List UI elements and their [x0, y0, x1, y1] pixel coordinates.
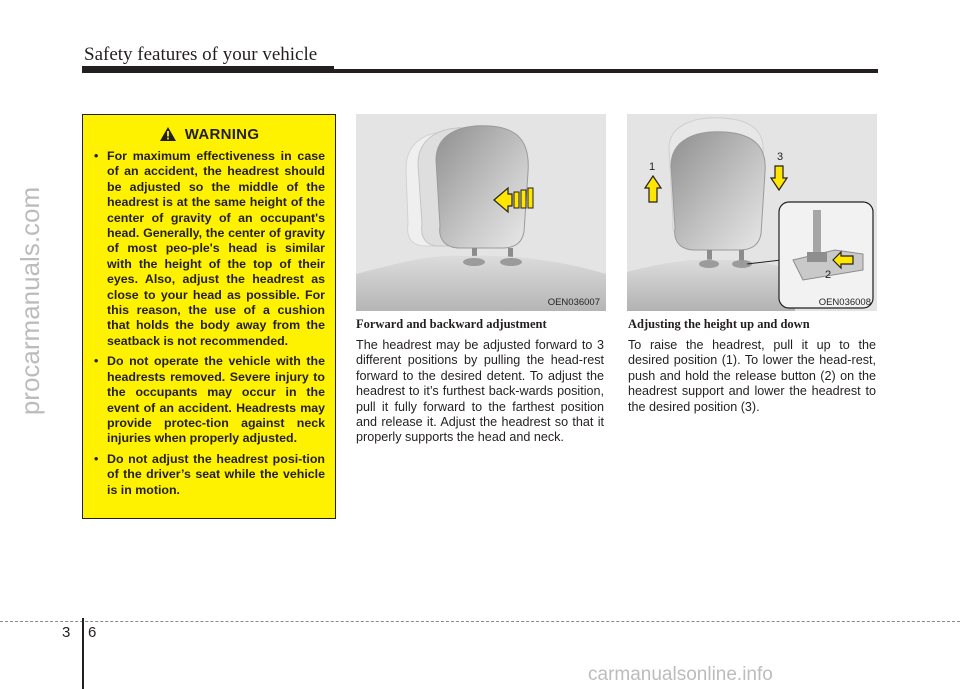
section-heading: Adjusting the height up and down	[628, 317, 810, 331]
footer-dashed-rule	[0, 621, 960, 622]
figure-code: OEN036008	[818, 297, 871, 308]
section-forward-backward	[356, 316, 604, 446]
warning-header	[93, 123, 325, 145]
section-body: To raise the headrest, pull it up to the desired position (1). To lower the head-rest, push and hold the release button (2) on the headrest support and lower the headrest to the desired position (3).	[628, 338, 876, 414]
section-heading: Forward and backward adjustment	[356, 317, 547, 331]
warning-item: • For maximum effectiveness in case of an accident, the headrest should be adjusted so the middle of the headrest is at the same height of the center of gravity of an occupant's head. Generally, the center of gravity of most peo-ple's head is similar with the height of the top of their eyes. Also, adjust the headrest as close to your head as possible. For this reason, the use of a cushion that holds the body away from the seatback is not recommended.	[93, 149, 325, 349]
callout-3: 3	[777, 151, 784, 163]
up-arrow-icon	[645, 176, 661, 202]
page-number: 6	[88, 624, 97, 641]
figure-forward-backward	[356, 114, 606, 311]
warning-triangle-icon	[159, 126, 177, 142]
watermark-bottom: carmanualsonline.info	[588, 664, 773, 685]
header-title: Safety features of your vehicle	[84, 44, 318, 65]
page-chapter: 3	[62, 624, 71, 641]
figure-height-adjust	[627, 114, 877, 311]
warning-item: • Do not operate the vehicle with the headrests removed. Severe injury to the occupants may occur in the event of an accident. Headrests may provide protec-tion against neck injuries when properly adjusted.	[93, 354, 325, 446]
callout-2: 2	[825, 269, 832, 281]
headrest-height-illustration	[627, 114, 877, 311]
header-rule	[82, 69, 878, 73]
warning-item: • Do not adjust the headrest posi-tion of the driver’s seat while the vehicle is in motion.	[93, 452, 325, 498]
headrest-forward-illustration	[356, 114, 606, 311]
warning-box	[82, 114, 336, 519]
watermark-left: procarmanuals.com	[15, 186, 45, 416]
section-body: The headrest may be adjusted forward to 3 different positions by pulling the head-rest forward to the desired detent. To adjust the headrest to it’s furthest back-wards position, pull it fully forward to the farthest position and release it. Adjust the headrest so that it properly supports the head and neck.	[356, 338, 604, 445]
section-height-adjust	[628, 316, 876, 415]
figure-code: OEN036007	[547, 297, 600, 308]
down-arrow-icon	[771, 166, 787, 190]
warning-list	[93, 149, 325, 498]
callout-1: 1	[649, 161, 656, 173]
warning-heading: WARNING	[184, 125, 260, 143]
footer-crop-mark	[82, 618, 84, 689]
